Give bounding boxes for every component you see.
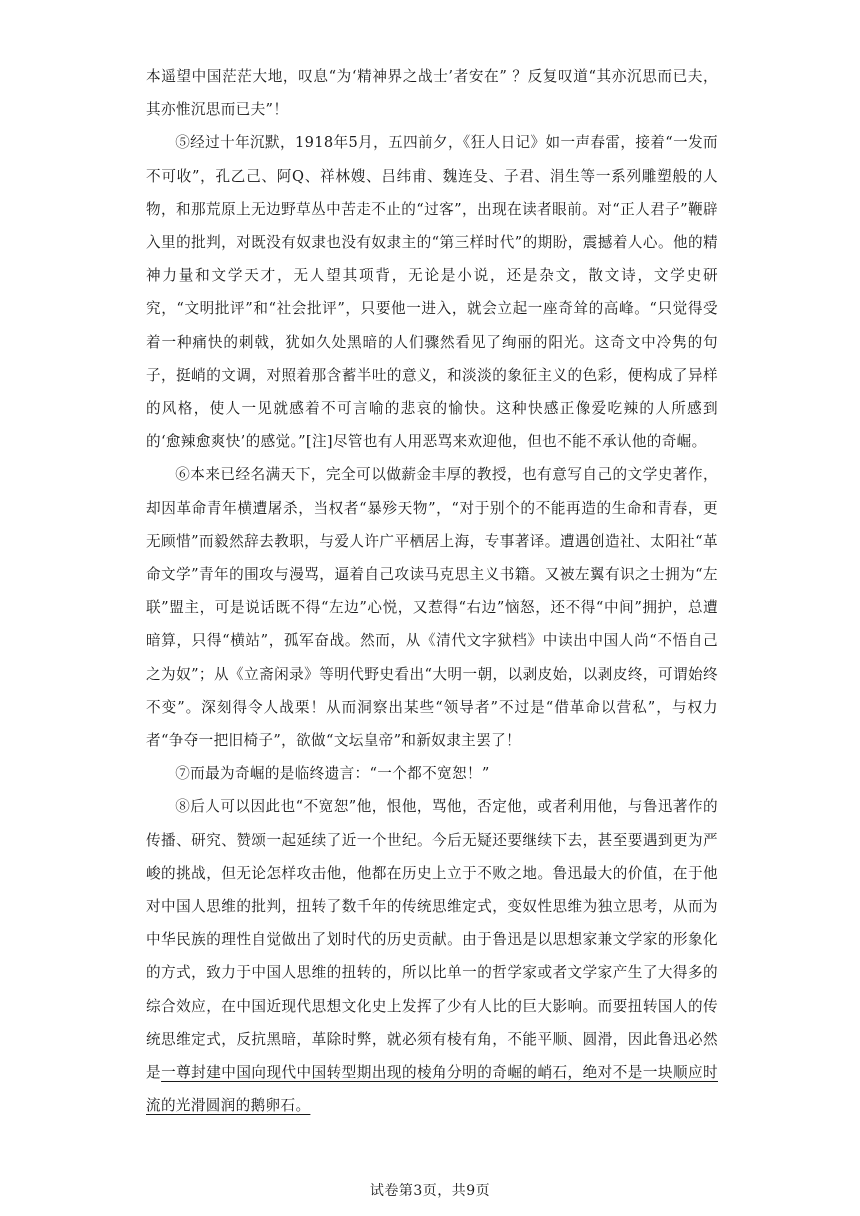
paragraph-intro: 本遥望中国茫茫大地，叹息“为‘精神界之战士’者安在” ？反复叹道“其亦沉思而已夫，其亦惟沉思而已夫”！	[146, 68, 718, 119]
page-footer: 试卷第3页，共9页	[369, 1183, 491, 1199]
paragraph-7: ⑦而最为奇崛的是临终遗言：“一个都不宽恕！”	[175, 765, 490, 783]
paragraph-8-text: ⑧后人可以因此也“不宽恕”他，恨他，骂他，否定他，或者利用他，与鲁迅著作的传播、研究、赞颂一起延续了近一个世纪。今后无疑还要继续下去，甚至要遇到更为严峻的挑战，但无论怎样攻击他，他都在历史上立于不败之地。鲁迅最大的价值，在于他对中国人思维的批判，扭转了数千年的传统思维定式，变奴性思维为独立思考，从而为中华民族的理性自觉做出了划时代的历史贡献。由于鲁迅是以思想家兼文学家的形象化的方式，致力于中国人思维的扭转的，所以比单一的哲学家或者文学家产生了大得多的综合效应，在中国近现代思想文化史上发挥了少有人比的巨大影响。而要扭转国人的传统思维定式，反抗黑暗，革除时弊，就必须有棱有角，不能平顺、圆滑，因此鲁迅必然是	[146, 798, 718, 1082]
paragraph-5: ⑤经过十年沉默，1918年5月，五四前夕，《狂人日记》如一声春雷，接着“一发而不可收”，孔乙己、阿Q、祥林嫂、吕纬甫、魏连殳、子君、涓生等一系列雕塑般的人物，和那荒原上无边野草丛中苦走不止的“过客”，出现在读者眼前。对“正人君子”鞭辟入里的批判，对既没有奴隶也没有奴隶主的“第三样时代”的期盼，震撼着人心。他的精神力量和文学天才，无人望其项背，无论是小说，还是杂文，散文诗，文学史研究，“文明批评”和“社会批评”，只要他一进入，就会立起一座奇耸的高峰。“只觉得受着一种痛快的刺戟，犹如久处黑暗的人们骤然看见了绚丽的阳光。这奇文中冷隽的句子，挺峭的文调，对照着那含蓄半吐的意义，和淡淡的象征主义的色彩，便构成了异样的风格，使人一见就感着不可言喻的悲哀的愉快。这种快感正像爱吃辣的人所感到的‘愈辣愈爽快’的感觉。”[注]尽管也有人用恶骂来欢迎他，但也不能不承认他的奇崛。	[146, 134, 718, 451]
underlined-sentence: 一尊封建中国向现代中国转型期出现的棱角分明的奇崛的峭石，绝对不是一块顺应时流的光滑圆润的鹅卵石。	[146, 1064, 718, 1115]
paragraph-8	[146, 790, 718, 1122]
paragraph-6: ⑥本来已经名满天下，完全可以做薪金丰厚的教授，也有意写自己的文学史著作，却因革命青年横遭屠杀，当权者“暴殄天物”，“对于别个的不能再造的生命和青春，更无顾惜”而毅然辞去教职，与爱人许广平栖居上海，专事著译。遭遇创造社、太阳社“革命文学”青年的围攻与漫骂，逼着自己攻读马克思主义书籍。又被左翼有识之士拥为“左联”盟主，可是说话既不得“左边”心悦，又惹得“右边”恼怒，还不得“中间”拥护，总遭暗算，只得“横站”，孤军奋战。然而，从《清代文字狱档》中读出中国人尚“不悟自己之为奴”；从《立斋闲录》等明代野史看出“大明一朝，以剥皮始，以剥皮终，可谓始终不变”。深刻得令人战栗！从而洞察出某些“领导者”不过是“借革命以营私”，与权力者“争夺一把旧椅子”，欲做“文坛皇帝”和新奴隶主罢了！	[146, 466, 718, 750]
article-body	[146, 60, 718, 1123]
